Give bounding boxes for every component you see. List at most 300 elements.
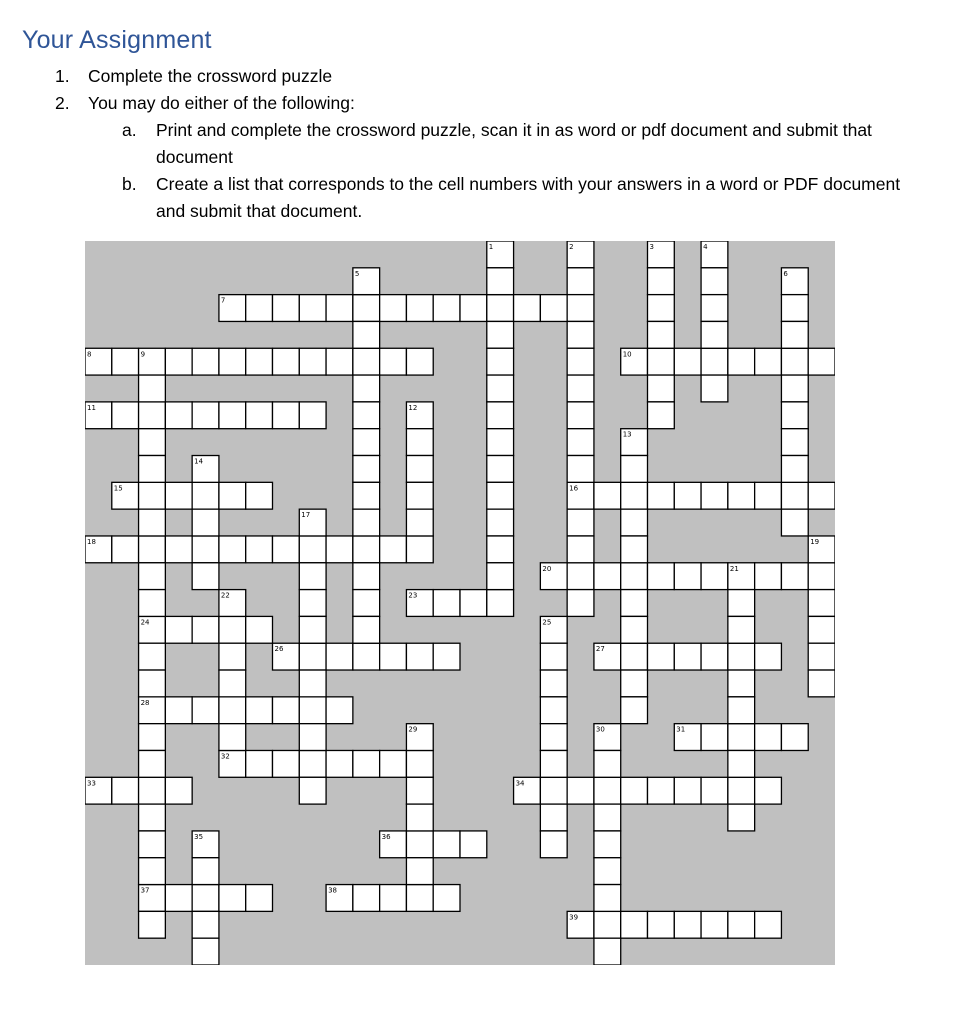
crossword-cell[interactable] bbox=[728, 643, 755, 670]
crossword-cell[interactable] bbox=[755, 777, 782, 804]
crossword-cell[interactable] bbox=[701, 563, 728, 590]
crossword-cell[interactable] bbox=[246, 402, 273, 429]
crossword-cell[interactable] bbox=[139, 509, 166, 536]
crossword-cell[interactable] bbox=[621, 456, 648, 483]
crossword-cell[interactable] bbox=[433, 831, 460, 858]
crossword-cell[interactable] bbox=[781, 321, 808, 348]
clue-number-14: 14 bbox=[194, 457, 204, 466]
crossword-cell[interactable] bbox=[540, 295, 567, 322]
crossword-cell[interactable] bbox=[621, 777, 648, 804]
crossword-cell[interactable] bbox=[165, 402, 192, 429]
crossword-cell[interactable] bbox=[674, 563, 701, 590]
clue-number-9: 9 bbox=[140, 350, 146, 359]
crossword-cell[interactable] bbox=[567, 509, 594, 536]
crossword-cell[interactable] bbox=[621, 509, 648, 536]
crossword-cell[interactable] bbox=[540, 670, 567, 697]
crossword-cell[interactable] bbox=[406, 643, 433, 670]
crossword-cell[interactable] bbox=[326, 295, 353, 322]
crossword-cell[interactable] bbox=[487, 590, 514, 617]
crossword-cell[interactable] bbox=[192, 885, 219, 912]
crossword-cell[interactable] bbox=[299, 670, 326, 697]
crossword-cell[interactable] bbox=[380, 643, 407, 670]
crossword-cell[interactable] bbox=[165, 616, 192, 643]
crossword-cell[interactable] bbox=[165, 348, 192, 375]
crossword-cell[interactable] bbox=[112, 777, 139, 804]
crossword-cell[interactable] bbox=[567, 375, 594, 402]
crossword-cell[interactable] bbox=[380, 750, 407, 777]
crossword-cell[interactable] bbox=[808, 482, 835, 509]
instruction-text: You may do either of the following: bbox=[88, 93, 355, 113]
crossword-cell[interactable] bbox=[273, 536, 300, 563]
list-marker: 2. bbox=[55, 93, 70, 113]
crossword-cell[interactable] bbox=[406, 777, 433, 804]
crossword-cell[interactable] bbox=[353, 348, 380, 375]
crossword-cell[interactable] bbox=[594, 858, 621, 885]
crossword-cell[interactable] bbox=[781, 429, 808, 456]
crossword-cell[interactable] bbox=[299, 777, 326, 804]
crossword-cell[interactable] bbox=[273, 750, 300, 777]
crossword-cell[interactable] bbox=[460, 590, 487, 617]
crossword-cell[interactable] bbox=[781, 563, 808, 590]
crossword-cell[interactable] bbox=[112, 536, 139, 563]
crossword-cell[interactable] bbox=[728, 616, 755, 643]
list-marker: a. bbox=[122, 120, 137, 140]
crossword-cell[interactable] bbox=[406, 429, 433, 456]
crossword-cell[interactable] bbox=[192, 536, 219, 563]
crossword-cell[interactable] bbox=[540, 724, 567, 751]
crossword-grid bbox=[85, 241, 835, 965]
crossword-cell[interactable] bbox=[139, 858, 166, 885]
clue-number-7: 7 bbox=[220, 296, 226, 305]
crossword-cell[interactable] bbox=[326, 348, 353, 375]
crossword-cell[interactable] bbox=[755, 643, 782, 670]
crossword-cell[interactable] bbox=[246, 616, 273, 643]
clue-number-2: 2 bbox=[569, 243, 574, 251]
crossword-cell[interactable] bbox=[192, 563, 219, 590]
clue-number-25: 25 bbox=[542, 618, 552, 627]
crossword-cell[interactable] bbox=[567, 429, 594, 456]
sub-instruction-b bbox=[122, 171, 922, 225]
crossword-cell[interactable] bbox=[487, 295, 514, 322]
crossword-cell[interactable] bbox=[299, 348, 326, 375]
clue-number-5: 5 bbox=[354, 269, 360, 278]
crossword-cell[interactable] bbox=[594, 750, 621, 777]
crossword-cell[interactable] bbox=[808, 616, 835, 643]
clue-number-8: 8 bbox=[87, 350, 92, 359]
crossword-cell[interactable] bbox=[621, 911, 648, 938]
crossword-cell[interactable] bbox=[246, 536, 273, 563]
crossword-cell[interactable] bbox=[299, 616, 326, 643]
crossword-cell[interactable] bbox=[326, 643, 353, 670]
crossword-cell[interactable] bbox=[246, 697, 273, 724]
crossword-cell[interactable] bbox=[406, 348, 433, 375]
crossword-cell[interactable] bbox=[808, 348, 835, 375]
crossword-cell[interactable] bbox=[246, 750, 273, 777]
crossword-cell[interactable] bbox=[299, 563, 326, 590]
crossword-cell[interactable] bbox=[648, 375, 675, 402]
crossword-cell[interactable] bbox=[781, 482, 808, 509]
crossword-cell[interactable] bbox=[567, 536, 594, 563]
crossword-cell[interactable] bbox=[273, 295, 300, 322]
crossword-cell[interactable] bbox=[139, 402, 166, 429]
crossword-cell[interactable] bbox=[406, 536, 433, 563]
clue-number-15: 15 bbox=[113, 484, 123, 493]
crossword-cell[interactable] bbox=[728, 804, 755, 831]
crossword-cell[interactable] bbox=[755, 911, 782, 938]
crossword-cell[interactable] bbox=[353, 536, 380, 563]
crossword-cell[interactable] bbox=[567, 456, 594, 483]
crossword-cell[interactable] bbox=[674, 777, 701, 804]
crossword-cell[interactable] bbox=[781, 724, 808, 751]
crossword-cell[interactable] bbox=[674, 643, 701, 670]
instruction-text: Complete the crossword puzzle bbox=[88, 66, 333, 86]
crossword-cell[interactable] bbox=[273, 697, 300, 724]
crossword-cell[interactable] bbox=[353, 643, 380, 670]
crossword-cell[interactable] bbox=[139, 831, 166, 858]
crossword-cell[interactable] bbox=[406, 750, 433, 777]
crossword-cell[interactable] bbox=[406, 482, 433, 509]
crossword-cell[interactable] bbox=[299, 590, 326, 617]
crossword-cell[interactable] bbox=[192, 697, 219, 724]
crossword-cell[interactable] bbox=[192, 402, 219, 429]
clue-number-31: 31 bbox=[676, 725, 686, 734]
crossword-cell[interactable] bbox=[353, 429, 380, 456]
crossword-cell[interactable] bbox=[781, 402, 808, 429]
crossword-cell[interactable] bbox=[648, 777, 675, 804]
clue-number-38: 38 bbox=[328, 886, 337, 895]
crossword-cell[interactable] bbox=[755, 563, 782, 590]
crossword-cell[interactable] bbox=[648, 348, 675, 375]
crossword-cell[interactable] bbox=[139, 643, 166, 670]
crossword-cell[interactable] bbox=[514, 295, 541, 322]
crossword-cell[interactable] bbox=[299, 643, 326, 670]
crossword-cell[interactable] bbox=[299, 750, 326, 777]
crossword-cell[interactable] bbox=[299, 536, 326, 563]
crossword-cell[interactable] bbox=[701, 268, 728, 295]
crossword-cell[interactable] bbox=[165, 482, 192, 509]
clue-number-28: 28 bbox=[140, 698, 150, 707]
crossword-cell[interactable] bbox=[139, 911, 166, 938]
crossword-cell[interactable] bbox=[728, 590, 755, 617]
crossword-cell[interactable] bbox=[246, 482, 273, 509]
page-title: Your Assignment bbox=[22, 26, 212, 54]
crossword-cell[interactable] bbox=[326, 750, 353, 777]
crossword-cell[interactable] bbox=[219, 697, 246, 724]
crossword-cell[interactable] bbox=[353, 750, 380, 777]
crossword-cell[interactable] bbox=[139, 536, 166, 563]
crossword-cell[interactable] bbox=[112, 402, 139, 429]
crossword-cell[interactable] bbox=[567, 321, 594, 348]
crossword-cell[interactable] bbox=[353, 375, 380, 402]
crossword-cell[interactable] bbox=[165, 697, 192, 724]
crossword-cell[interactable] bbox=[781, 375, 808, 402]
crossword-cell[interactable] bbox=[621, 670, 648, 697]
crossword-cell[interactable] bbox=[139, 724, 166, 751]
crossword-cell[interactable] bbox=[487, 402, 514, 429]
crossword-cell[interactable] bbox=[326, 697, 353, 724]
crossword-cell[interactable] bbox=[621, 590, 648, 617]
crossword-cell[interactable] bbox=[701, 321, 728, 348]
crossword-cell[interactable] bbox=[621, 563, 648, 590]
crossword-cell[interactable] bbox=[648, 402, 675, 429]
crossword-cell[interactable] bbox=[701, 643, 728, 670]
crossword-cell[interactable] bbox=[219, 885, 246, 912]
crossword-cell[interactable] bbox=[192, 911, 219, 938]
crossword-cell[interactable] bbox=[540, 804, 567, 831]
crossword-cell[interactable] bbox=[648, 643, 675, 670]
crossword-cell[interactable] bbox=[380, 295, 407, 322]
crossword-cell[interactable] bbox=[728, 482, 755, 509]
crossword-cell[interactable] bbox=[648, 321, 675, 348]
crossword-cell[interactable] bbox=[540, 777, 567, 804]
crossword-cell[interactable] bbox=[540, 831, 567, 858]
crossword-cell[interactable] bbox=[299, 295, 326, 322]
crossword-cell[interactable] bbox=[728, 724, 755, 751]
instruction-item-2 bbox=[55, 90, 355, 117]
crossword-cell[interactable] bbox=[621, 482, 648, 509]
clue-number-34: 34 bbox=[515, 779, 525, 788]
sub-instruction-a bbox=[122, 117, 922, 171]
crossword-cell[interactable] bbox=[540, 643, 567, 670]
crossword-cell[interactable] bbox=[380, 536, 407, 563]
clue-number-3: 3 bbox=[649, 243, 654, 251]
crossword-cell[interactable] bbox=[674, 348, 701, 375]
crossword-cell[interactable] bbox=[540, 697, 567, 724]
crossword-cell[interactable] bbox=[353, 563, 380, 590]
crossword-cell[interactable] bbox=[701, 348, 728, 375]
crossword-cell[interactable] bbox=[567, 563, 594, 590]
crossword-cell[interactable] bbox=[219, 724, 246, 751]
crossword-cell[interactable] bbox=[192, 938, 219, 965]
crossword-cell[interactable] bbox=[567, 295, 594, 322]
crossword-cell[interactable] bbox=[594, 563, 621, 590]
crossword-cell[interactable] bbox=[594, 831, 621, 858]
crossword-cell[interactable] bbox=[594, 777, 621, 804]
crossword-cell[interactable] bbox=[353, 616, 380, 643]
crossword-cell[interactable] bbox=[781, 295, 808, 322]
crossword-cell[interactable] bbox=[139, 670, 166, 697]
crossword-cell[interactable] bbox=[487, 429, 514, 456]
clue-number-11: 11 bbox=[87, 403, 96, 412]
clue-number-17: 17 bbox=[301, 511, 311, 520]
crossword-cell[interactable] bbox=[139, 777, 166, 804]
crossword-cell[interactable] bbox=[219, 616, 246, 643]
crossword-cell[interactable] bbox=[701, 724, 728, 751]
clue-number-35: 35 bbox=[194, 832, 204, 841]
crossword-cell[interactable] bbox=[487, 509, 514, 536]
crossword-cell[interactable] bbox=[567, 348, 594, 375]
crossword-cell[interactable] bbox=[353, 885, 380, 912]
crossword-cell[interactable] bbox=[755, 348, 782, 375]
crossword-cell[interactable] bbox=[487, 375, 514, 402]
crossword-cell[interactable] bbox=[192, 482, 219, 509]
crossword-cell[interactable] bbox=[487, 536, 514, 563]
crossword-cell[interactable] bbox=[192, 348, 219, 375]
crossword-cell[interactable] bbox=[112, 348, 139, 375]
crossword-cell[interactable] bbox=[165, 885, 192, 912]
crossword-cell[interactable] bbox=[781, 456, 808, 483]
clue-number-32: 32 bbox=[220, 752, 230, 761]
crossword-cell[interactable] bbox=[219, 536, 246, 563]
crossword-cell[interactable] bbox=[165, 777, 192, 804]
crossword-cell[interactable] bbox=[594, 938, 621, 965]
crossword-cell[interactable] bbox=[192, 616, 219, 643]
clue-number-20: 20 bbox=[542, 564, 552, 573]
crossword-cell[interactable] bbox=[139, 456, 166, 483]
crossword-cell[interactable] bbox=[621, 697, 648, 724]
clue-number-37: 37 bbox=[140, 886, 150, 895]
crossword-cell[interactable] bbox=[433, 885, 460, 912]
crossword-cell[interactable] bbox=[781, 509, 808, 536]
crossword-cell[interactable] bbox=[139, 375, 166, 402]
crossword-cell[interactable] bbox=[648, 911, 675, 938]
crossword-cell[interactable] bbox=[487, 268, 514, 295]
crossword-cell[interactable] bbox=[192, 858, 219, 885]
crossword-cell[interactable] bbox=[353, 295, 380, 322]
crossword-cell[interactable] bbox=[219, 670, 246, 697]
clue-number-39: 39 bbox=[569, 913, 579, 922]
crossword-cell[interactable] bbox=[406, 456, 433, 483]
crossword-cell[interactable] bbox=[674, 482, 701, 509]
crossword-cell[interactable] bbox=[701, 295, 728, 322]
crossword-cell[interactable] bbox=[192, 509, 219, 536]
clue-number-29: 29 bbox=[408, 725, 418, 734]
crossword-cell[interactable] bbox=[380, 885, 407, 912]
clue-number-26: 26 bbox=[274, 645, 284, 654]
clue-number-27: 27 bbox=[595, 645, 605, 654]
crossword-cell[interactable] bbox=[246, 885, 273, 912]
crossword-cell[interactable] bbox=[433, 295, 460, 322]
crossword-cell[interactable] bbox=[487, 563, 514, 590]
crossword-cell[interactable] bbox=[460, 295, 487, 322]
crossword-cell[interactable] bbox=[621, 536, 648, 563]
clue-number-4: 4 bbox=[703, 243, 708, 251]
crossword-cell[interactable] bbox=[621, 643, 648, 670]
crossword-cell[interactable] bbox=[139, 429, 166, 456]
crossword-cell[interactable] bbox=[648, 295, 675, 322]
crossword-svg bbox=[85, 241, 835, 965]
crossword-cell[interactable] bbox=[219, 348, 246, 375]
crossword-cell[interactable] bbox=[487, 456, 514, 483]
crossword-cell[interactable] bbox=[219, 643, 246, 670]
crossword-cell[interactable] bbox=[406, 804, 433, 831]
crossword-cell[interactable] bbox=[246, 348, 273, 375]
crossword-cell[interactable] bbox=[273, 402, 300, 429]
clue-number-16: 16 bbox=[569, 484, 579, 493]
crossword-cell[interactable] bbox=[487, 482, 514, 509]
crossword-cell[interactable] bbox=[139, 563, 166, 590]
crossword-cell[interactable] bbox=[648, 482, 675, 509]
crossword-cell[interactable] bbox=[139, 750, 166, 777]
crossword-cell[interactable] bbox=[594, 482, 621, 509]
crossword-cell[interactable] bbox=[621, 616, 648, 643]
clue-number-13: 13 bbox=[622, 430, 632, 439]
crossword-cell[interactable] bbox=[728, 911, 755, 938]
crossword-cell[interactable] bbox=[701, 482, 728, 509]
crossword-cell[interactable] bbox=[353, 482, 380, 509]
crossword-cell[interactable] bbox=[567, 268, 594, 295]
crossword-cell[interactable] bbox=[406, 831, 433, 858]
clue-number-6: 6 bbox=[783, 269, 788, 278]
crossword-cell[interactable] bbox=[567, 590, 594, 617]
list-marker: b. bbox=[122, 174, 137, 194]
crossword-cell[interactable] bbox=[487, 348, 514, 375]
crossword-cell[interactable] bbox=[701, 777, 728, 804]
crossword-cell[interactable] bbox=[728, 670, 755, 697]
crossword-cell[interactable] bbox=[728, 777, 755, 804]
crossword-cell[interactable] bbox=[380, 348, 407, 375]
crossword-cell[interactable] bbox=[299, 724, 326, 751]
crossword-cell[interactable] bbox=[406, 509, 433, 536]
crossword-cell[interactable] bbox=[299, 697, 326, 724]
crossword-cell[interactable] bbox=[460, 831, 487, 858]
crossword-cell[interactable] bbox=[594, 885, 621, 912]
clue-number-12: 12 bbox=[408, 403, 418, 412]
crossword-cell[interactable] bbox=[567, 777, 594, 804]
crossword-cell[interactable] bbox=[808, 563, 835, 590]
crossword-cell[interactable] bbox=[273, 348, 300, 375]
crossword-cell[interactable] bbox=[406, 858, 433, 885]
crossword-cell[interactable] bbox=[808, 590, 835, 617]
crossword-cell[interactable] bbox=[353, 402, 380, 429]
clue-number-19: 19 bbox=[810, 537, 820, 546]
crossword-cell[interactable] bbox=[433, 590, 460, 617]
crossword-cell[interactable] bbox=[648, 268, 675, 295]
crossword-cell[interactable] bbox=[219, 482, 246, 509]
clue-number-18: 18 bbox=[87, 537, 96, 546]
crossword-cell[interactable] bbox=[594, 911, 621, 938]
crossword-cell[interactable] bbox=[540, 750, 567, 777]
clue-number-21: 21 bbox=[729, 564, 739, 573]
crossword-cell[interactable] bbox=[674, 911, 701, 938]
crossword-cell[interactable] bbox=[406, 885, 433, 912]
crossword-cell[interactable] bbox=[353, 456, 380, 483]
clue-number-30: 30 bbox=[595, 725, 605, 734]
crossword-cell[interactable] bbox=[139, 590, 166, 617]
crossword-cell[interactable] bbox=[433, 643, 460, 670]
crossword-cell[interactable] bbox=[781, 348, 808, 375]
crossword-cell[interactable] bbox=[139, 482, 166, 509]
crossword-cell[interactable] bbox=[353, 590, 380, 617]
crossword-cell[interactable] bbox=[808, 643, 835, 670]
crossword-cell[interactable] bbox=[406, 295, 433, 322]
crossword-cell[interactable] bbox=[219, 402, 246, 429]
crossword-cell[interactable] bbox=[701, 375, 728, 402]
crossword-cell[interactable] bbox=[755, 724, 782, 751]
crossword-cell[interactable] bbox=[648, 563, 675, 590]
crossword-cell[interactable] bbox=[728, 697, 755, 724]
crossword-cell[interactable] bbox=[165, 536, 192, 563]
crossword-cell[interactable] bbox=[353, 509, 380, 536]
instruction-item-1 bbox=[55, 63, 332, 90]
crossword-cell[interactable] bbox=[299, 402, 326, 429]
clue-number-23: 23 bbox=[408, 591, 418, 600]
crossword-cell[interactable] bbox=[755, 482, 782, 509]
crossword-cell[interactable] bbox=[487, 321, 514, 348]
crossword-cell[interactable] bbox=[594, 804, 621, 831]
crossword-cell[interactable] bbox=[728, 348, 755, 375]
crossword-cell[interactable] bbox=[139, 804, 166, 831]
crossword-cell[interactable] bbox=[808, 670, 835, 697]
clue-number-1: 1 bbox=[488, 243, 494, 251]
crossword-cell[interactable] bbox=[701, 911, 728, 938]
crossword-cell[interactable] bbox=[326, 536, 353, 563]
crossword-cell[interactable] bbox=[728, 750, 755, 777]
clue-number-33: 33 bbox=[87, 779, 96, 788]
crossword-cell[interactable] bbox=[353, 321, 380, 348]
crossword-cell[interactable] bbox=[567, 402, 594, 429]
crossword-cell[interactable] bbox=[246, 295, 273, 322]
